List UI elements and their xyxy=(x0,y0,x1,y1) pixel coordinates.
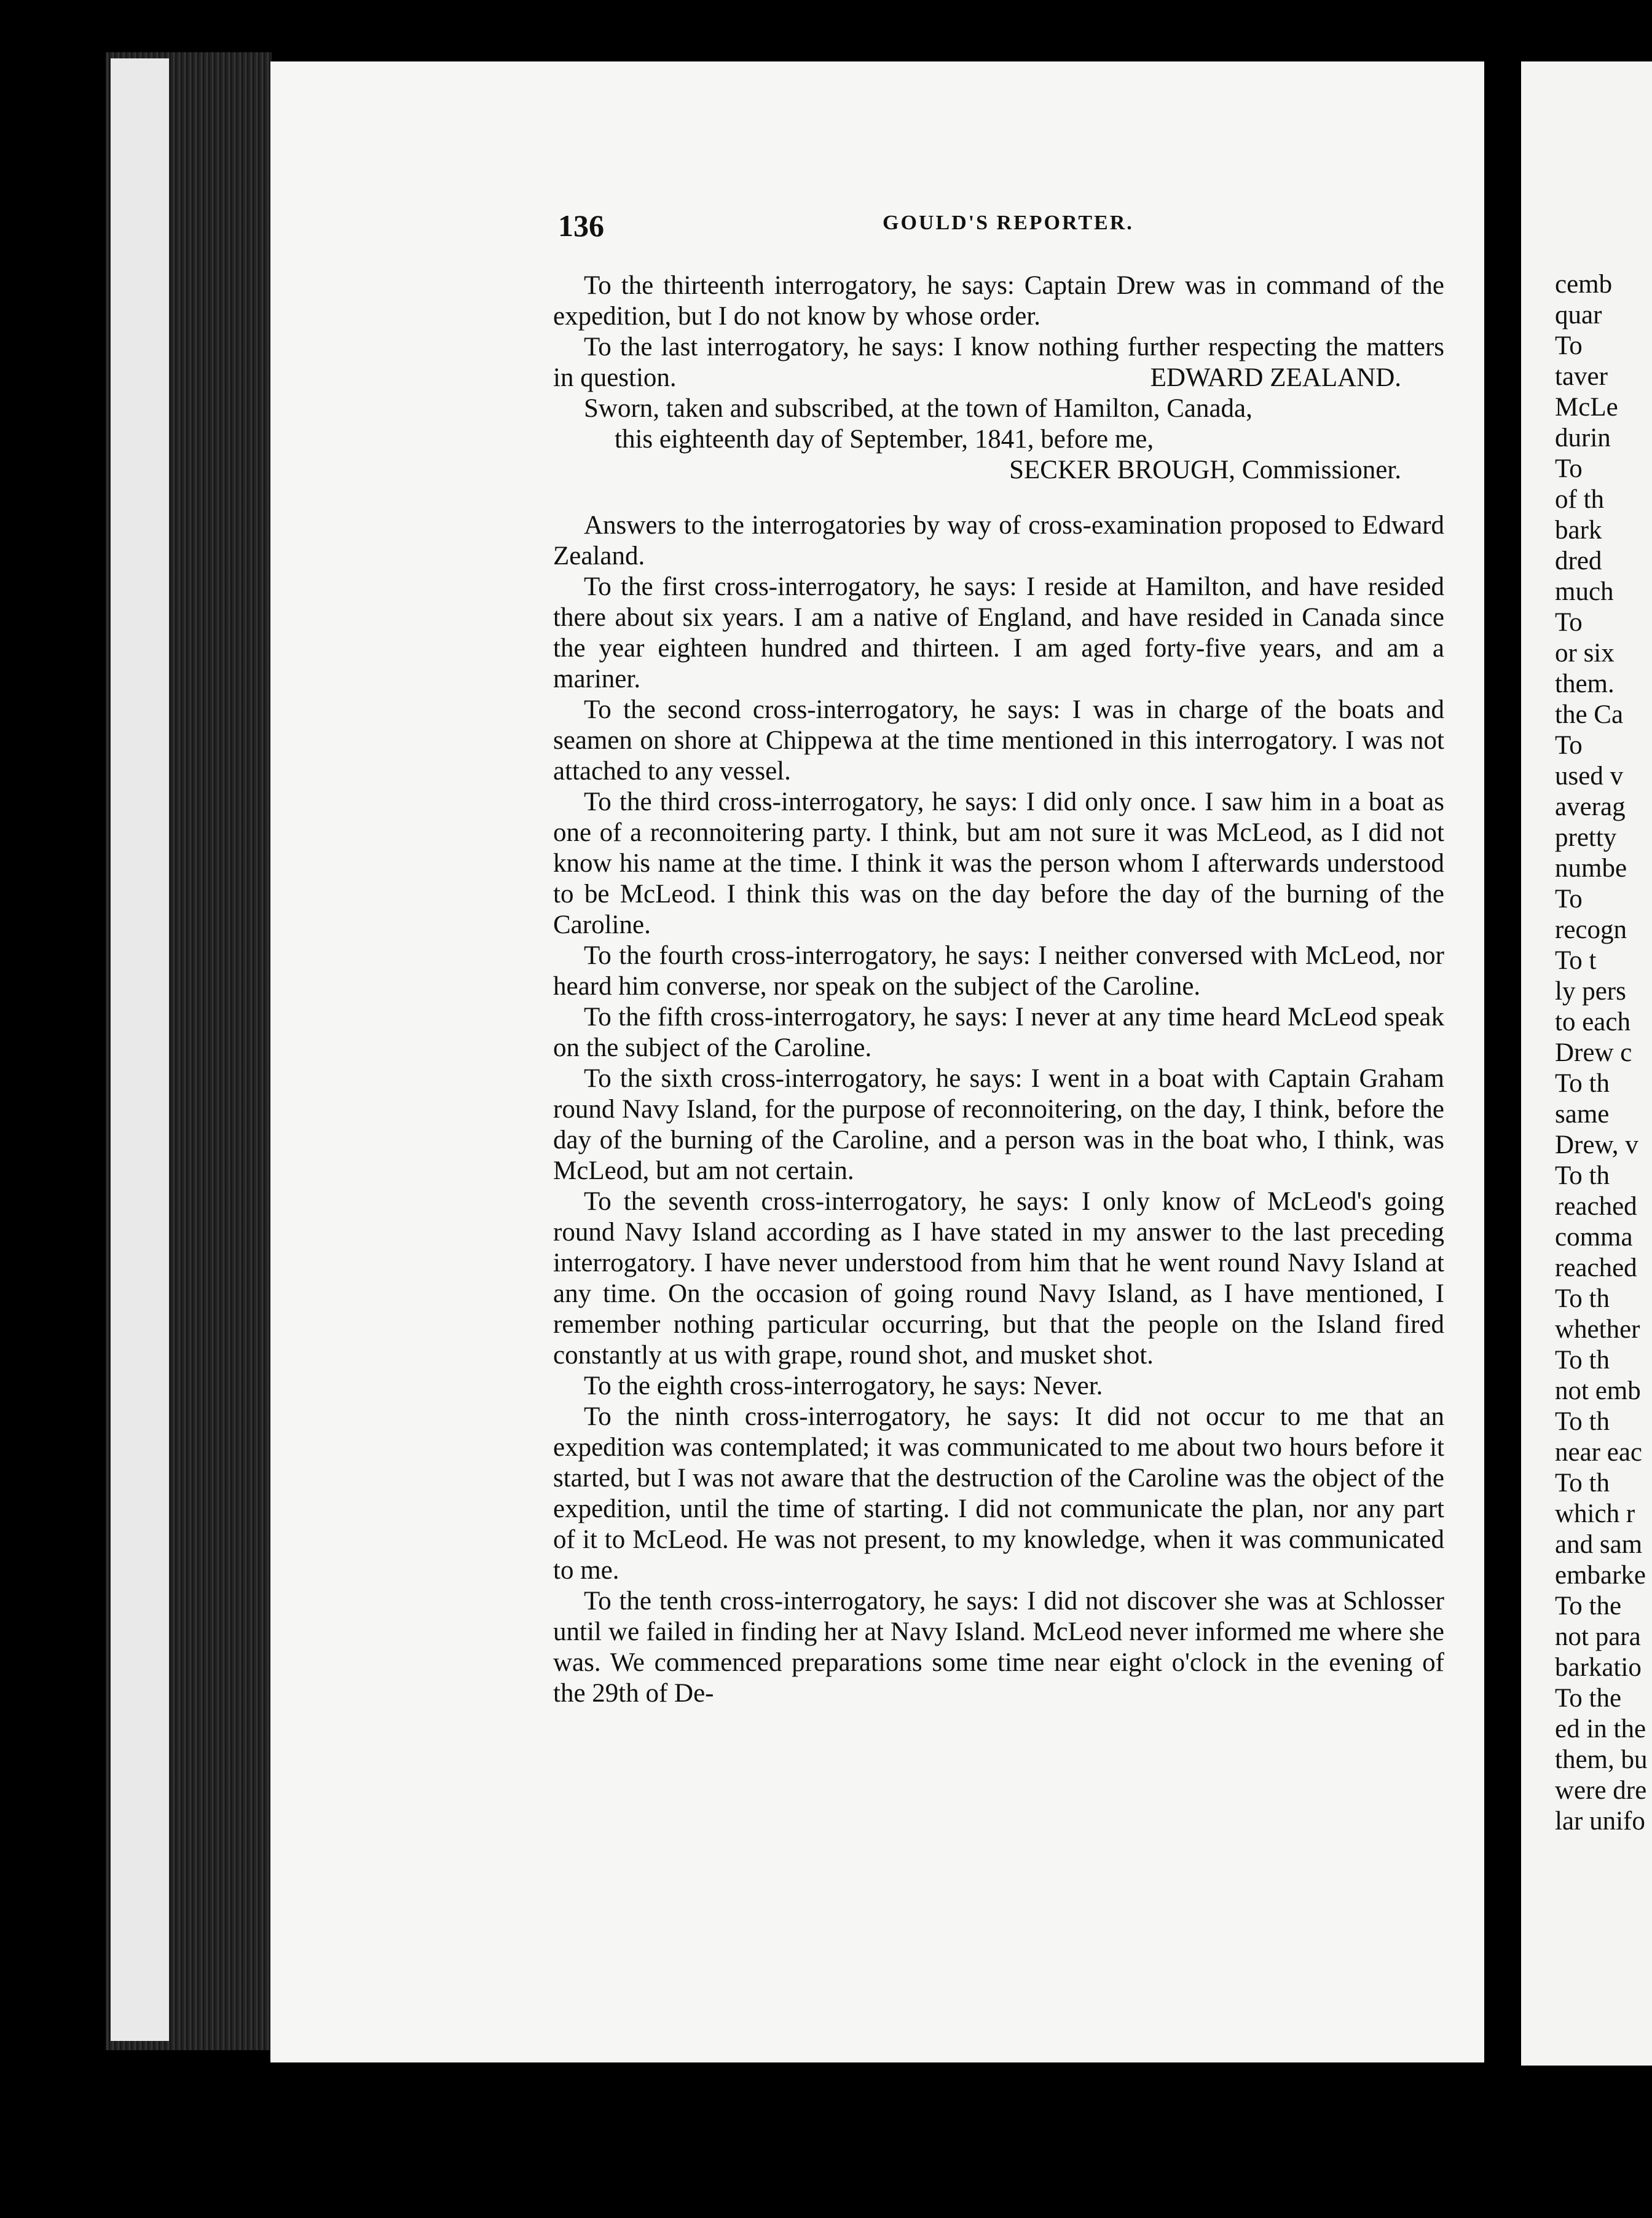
right-page-fragment: them. xyxy=(1555,669,1615,698)
paragraph: To the third cross-interrogatory, he says: I did only once. I saw him in a boat as one of a reconnoitering party. I think, but am not sure it was McLeod, as I did not know his name at the time. I think it was the person whom I afterwards understood to be McLeod. I think this was on the day before the day of the burning of the Caroline. xyxy=(553,787,1444,939)
right-page-fragment: comma xyxy=(1555,1223,1633,1252)
jurat-line: this eighteenth day of September, 1841, before me, xyxy=(615,425,1154,454)
right-page-fragment: cemb xyxy=(1555,270,1613,299)
right-page-fragment: quar xyxy=(1555,301,1602,330)
paragraph: To the sixth cross-interrogatory, he says: I went in a boat with Captain Graham round Navy Island, for the purpose of reconnoitering, on the day, I think, before the day of the burning of the Caroline, and a person was in the boat who, I think, was McLeod, but am not certain. xyxy=(553,1064,1444,1185)
right-page-fragment: To th xyxy=(1555,1469,1610,1498)
right-page-fragment: dred xyxy=(1555,547,1602,575)
right-page-fragment: To th xyxy=(1555,1069,1610,1098)
right-page-fragment: McLe xyxy=(1555,393,1618,422)
right-page xyxy=(1521,61,1652,2066)
right-page-fragment: barkatio xyxy=(1555,1653,1642,1682)
right-page-fragment: same xyxy=(1555,1100,1610,1129)
right-page-fragment: of th xyxy=(1555,485,1605,514)
right-page-fragment: To xyxy=(1555,731,1583,760)
right-page-fragment: averag xyxy=(1555,792,1626,821)
paragraph: To the fourth cross-interrogatory, he says: I neither conversed with McLeod, nor heard him converse, nor speak on the subject of the Caroline. xyxy=(553,941,1444,1001)
paragraph: Answers to the interrogatories by way of cross-examination proposed to Edward Zealand. xyxy=(553,511,1444,570)
right-page-fragment: Drew, v xyxy=(1555,1131,1638,1159)
right-page-fragment: embarke xyxy=(1555,1561,1646,1590)
right-page-fragment: bark xyxy=(1555,516,1602,545)
paragraph: To the tenth cross-interrogatory, he says: I did not discover she was at Schlosser until we failed in finding her at Navy Island. McLeod never informed me where she was. We commenced preparations some time near eight o'clock in the evening of the 29th of De- xyxy=(553,1587,1444,1708)
right-page-fragment: near eac xyxy=(1555,1438,1642,1467)
right-page-fragment: To xyxy=(1555,331,1583,360)
right-page-text-fragments xyxy=(1555,269,1652,1837)
right-page-fragment: or six xyxy=(1555,639,1615,668)
paragraph xyxy=(553,332,1444,393)
right-page-fragment: whether xyxy=(1555,1315,1640,1344)
right-page-fragment: ly pers xyxy=(1555,977,1626,1006)
commissioner-signature: SECKER BROUGH, Commissioner. xyxy=(1009,456,1401,484)
paragraph: To the fifth cross-interrogatory, he says: I never at any time heard McLeod speak on the subject of the Caroline. xyxy=(553,1003,1444,1062)
right-page-fragment: reached xyxy=(1555,1192,1637,1221)
right-page-fragment: recogn xyxy=(1555,915,1627,944)
right-page-fragment: not emb xyxy=(1555,1376,1641,1405)
deponent-signature: EDWARD ZEALAND. xyxy=(1150,363,1401,392)
right-page-fragment: used v xyxy=(1555,762,1624,791)
book-gutter xyxy=(1484,61,1521,2072)
running-head: GOULD'S REPORTER. xyxy=(883,211,1134,234)
right-page-fragment: To xyxy=(1555,608,1583,637)
book-fore-edge xyxy=(111,58,169,2041)
right-page-fragment: much xyxy=(1555,577,1614,606)
right-page-fragment: To xyxy=(1555,454,1583,483)
right-page-fragment: ed in the xyxy=(1555,1715,1646,1743)
right-page-fragment: To the xyxy=(1555,1592,1622,1620)
right-page-fragment: To th xyxy=(1555,1161,1610,1190)
right-page-fragment: not para xyxy=(1555,1622,1641,1651)
right-page-fragment: and sam xyxy=(1555,1530,1643,1559)
paragraph: To the seventh cross-interrogatory, he says: I only know of McLeod's going round Navy Island according as I have stated in my answer to the last preceding interrogatory. I have never understood from him that he went round Navy Island at any time. On the occasion of going round Navy Island, as I have mentioned, I remember nothing particular occurring, but that the people on the Island fired constantly at us with grape, round shot, and musket shot. xyxy=(553,1187,1444,1370)
right-page-fragment: the Ca xyxy=(1555,700,1624,729)
paragraph: To the first cross-interrogatory, he says: I reside at Hamilton, and have resided there about six years. I am a native of England, and have resided in Canada since the year eighteen hundred and thirteen. I am aged forty-five years, and am a mariner. xyxy=(553,572,1444,693)
right-page-fragment: To t xyxy=(1555,946,1597,975)
right-page-fragment: taver xyxy=(1555,362,1608,391)
paragraph: To the second cross-interrogatory, he says: I was in charge of the boats and seamen on shore at Chippewa at the time mentioned in this interrogatory. I was not attached to any vessel. xyxy=(553,695,1444,786)
right-page-fragment: durin xyxy=(1555,424,1611,452)
paragraph: To the thirteenth interrogatory, he says: Captain Drew was in command of the expedition, but I do not know by whose order. xyxy=(553,271,1444,331)
jurat-line: Sworn, taken and subscribed, at the town of Hamilton, Canada, xyxy=(584,394,1253,423)
paragraph-text: To the last interrogatory, he says: I know nothing further respecting the matters in question. xyxy=(553,333,1444,392)
section-gap xyxy=(553,486,1444,510)
right-page-fragment: To xyxy=(1555,885,1583,914)
right-page-fragment: which r xyxy=(1555,1499,1635,1528)
page-number: 136 xyxy=(558,208,604,243)
page-header xyxy=(558,208,1443,245)
right-page-fragment: to each xyxy=(1555,1008,1630,1036)
body-text xyxy=(553,270,1444,1709)
right-page-fragment: reached xyxy=(1555,1253,1637,1282)
right-page-fragment: lar unifo xyxy=(1555,1807,1645,1836)
paragraph: To the ninth cross-interrogatory, he says: It did not occur to me that an expedition was contemplated; it was communicated to me about two hours before it started, but I was not aware that the destruction of the Caroline was the object of the expedition, until the time of starting. I did not communicate the plan, nor any part of it to McLeod. He was not present, to my knowledge, when it was communicated to me. xyxy=(553,1402,1444,1585)
right-page-fragment: Drew c xyxy=(1555,1038,1632,1067)
right-page-fragment: were dre xyxy=(1555,1776,1647,1805)
right-page-fragment: numbe xyxy=(1555,854,1627,883)
right-page-fragment: them, bu xyxy=(1555,1745,1648,1774)
right-page-fragment: pretty xyxy=(1555,823,1617,852)
right-page-fragment: To th xyxy=(1555,1284,1610,1313)
paragraph: To the eighth cross-interrogatory, he says: Never. xyxy=(584,1371,1103,1400)
right-page-fragment: To the xyxy=(1555,1684,1622,1713)
right-page-fragment: To th xyxy=(1555,1346,1610,1375)
right-page-fragment: To th xyxy=(1555,1407,1610,1436)
